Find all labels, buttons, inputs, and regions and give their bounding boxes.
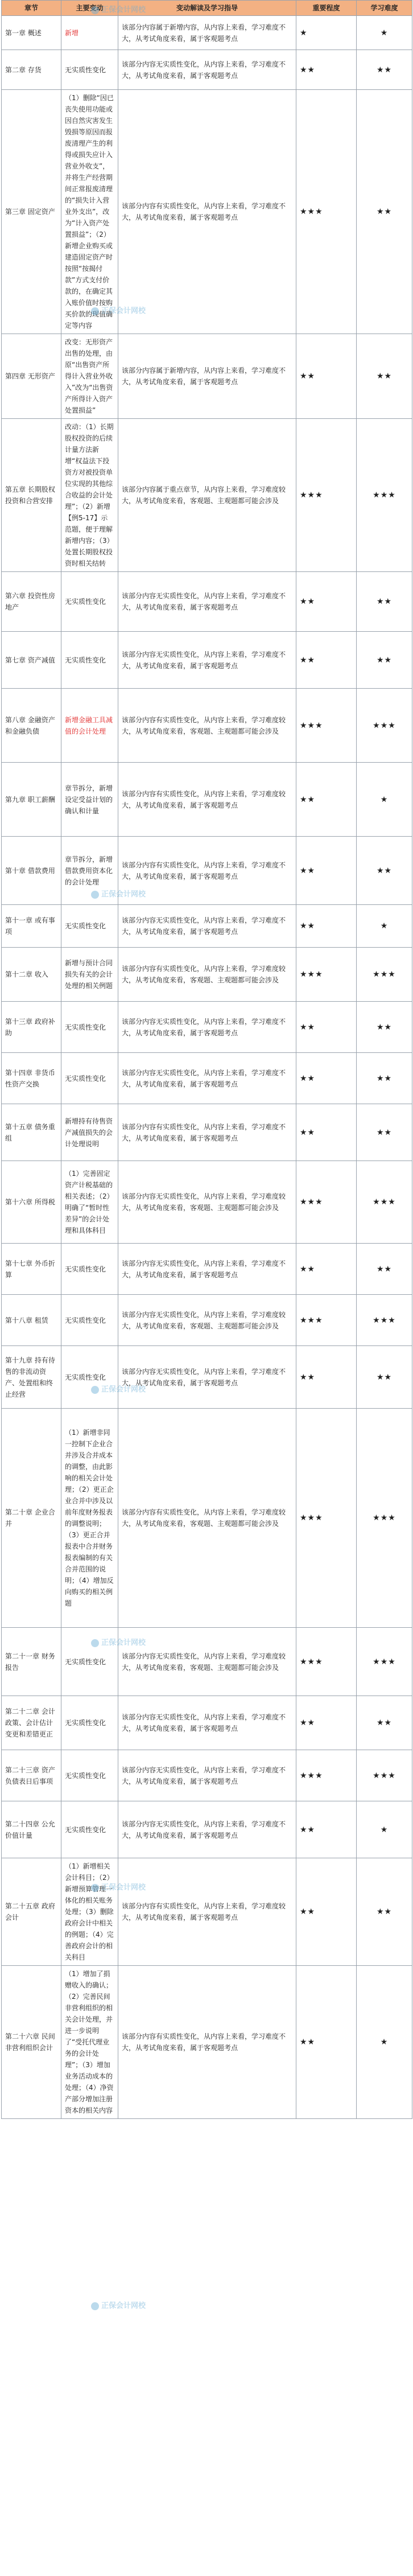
table-row bbox=[2, 572, 412, 632]
chapter-cell: 第五章 长期股权投资和合营安排 bbox=[2, 419, 61, 572]
guidance-cell: 该部分内容有实质性变化，从内容上来看，学习难度不大，从考试角度来看，属于客观题考点 bbox=[118, 1104, 296, 1161]
main-change-cell: 无实质性变化 bbox=[61, 1295, 118, 1346]
importance-cell: ★★★ bbox=[296, 1295, 357, 1346]
difficulty-cell: ★★ bbox=[357, 1858, 412, 1966]
importance-cell: ★★★ bbox=[296, 1628, 357, 1696]
difficulty-cell: ★★ bbox=[357, 1244, 412, 1295]
table-row bbox=[2, 837, 412, 905]
guidance-cell: 该部分内容无实质性变化，从内容上来看，学习难度不大，从考试角度来看，属于客观题考点 bbox=[118, 50, 296, 90]
chapter-cell: 第二章 存货 bbox=[2, 50, 61, 90]
chapter-cell: 第十九章 持有待售的非流动资产、处置组和终止经营 bbox=[2, 1346, 61, 1409]
table-row bbox=[2, 689, 412, 763]
chapter-cell: 第十八章 租赁 bbox=[2, 1295, 61, 1346]
chapter-cell: 第二十二章 会计政策、会计估计变更和差错更正 bbox=[2, 1696, 61, 1750]
importance-cell: ★★ bbox=[296, 50, 357, 90]
difficulty-cell: ★★ bbox=[357, 1104, 412, 1161]
guidance-cell: 该部分内容无实质性变化，从内容上来看，学习难度较大，从考试角度来看，客观题、主观题都可能会涉及 bbox=[118, 1295, 296, 1346]
difficulty-cell: ★★ bbox=[357, 334, 412, 419]
difficulty-cell: ★★ bbox=[357, 1002, 412, 1053]
guidance-cell: 该部分内容无实质性变化，从内容上来看，学习难度不大，从考试角度来看，属于客观题考点 bbox=[118, 1053, 296, 1104]
watermark: 正保会计网校 bbox=[91, 888, 146, 899]
importance-cell: ★★★ bbox=[296, 1750, 357, 1801]
difficulty-cell: ★ bbox=[357, 16, 412, 50]
chapter-cell: 第十五章 债务重组 bbox=[2, 1104, 61, 1161]
importance-cell: ★★★ bbox=[296, 1409, 357, 1628]
chapter-cell: 第二十五章 政府会计 bbox=[2, 1858, 61, 1966]
chapter-cell: 第二十一章 财务报告 bbox=[2, 1628, 61, 1696]
importance-cell: ★★ bbox=[296, 1346, 357, 1409]
guidance-cell: 该部分内容有实质性变化，从内容上来看，学习难度较大，从考试角度来看，客观题、主观题都可能会涉及 bbox=[118, 689, 296, 763]
chapter-cell: 第九章 职工薪酬 bbox=[2, 763, 61, 837]
importance-cell: ★★★ bbox=[296, 948, 357, 1002]
difficulty-cell: ★★★ bbox=[357, 1628, 412, 1696]
main-change-cell: （1）删除“因已丧失使用功能或因自然灾害发生毁损等原因而报废清理产生的利得或损失应计入营业外收支”，并将生产经营期间正常报废清理的“损失计入营业外支出”，改为“计入资产处置损益”；（2）新增企业购买或建造固定资产时按照“按揭付款”方式支付价款的，在确定其入账价值时按购买价款的现值确定等内容 bbox=[61, 90, 118, 334]
header-importance: 重要程度 bbox=[296, 1, 357, 16]
difficulty-cell: ★★★ bbox=[357, 1409, 412, 1628]
main-change-cell: 无实质性变化 bbox=[61, 1346, 118, 1409]
difficulty-cell: ★ bbox=[357, 763, 412, 837]
difficulty-cell: ★★★ bbox=[357, 689, 412, 763]
importance-cell: ★★ bbox=[296, 1801, 357, 1858]
table-body bbox=[2, 16, 412, 2119]
watermark: 正保会计网校 bbox=[91, 1383, 146, 1394]
watermark: 正保会计网校 bbox=[91, 1881, 146, 1892]
difficulty-cell: ★ bbox=[357, 905, 412, 948]
chapter-change-table bbox=[1, 0, 412, 2119]
table-row bbox=[2, 1628, 412, 1696]
watermark-logo-icon bbox=[91, 2302, 99, 2310]
watermark: 正保会计网校 bbox=[91, 1636, 146, 1647]
chapter-cell: 第二十四章 公允价值计量 bbox=[2, 1801, 61, 1858]
importance-cell: ★★ bbox=[296, 1966, 357, 2119]
difficulty-cell: ★★★ bbox=[357, 419, 412, 572]
importance-cell: ★★ bbox=[296, 1104, 357, 1161]
table-row bbox=[2, 1750, 412, 1801]
header-difficulty: 学习难度 bbox=[357, 1, 412, 16]
importance-cell: ★★ bbox=[296, 1696, 357, 1750]
table-row bbox=[2, 334, 412, 419]
guidance-cell: 该部分内容无实质性变化，从内容上来看，学习难度不大，从考试角度来看，属于客观题考点 bbox=[118, 1801, 296, 1858]
table-row bbox=[2, 16, 412, 50]
chapter-cell: 第二十三章 资产负债表日后事项 bbox=[2, 1750, 61, 1801]
table-row bbox=[2, 1295, 412, 1346]
guidance-cell: 该部分内容有实质性变化，从内容上来看，学习难度较大，从考试角度来看，属于客观题考点 bbox=[118, 763, 296, 837]
main-change-cell: 无实质性变化 bbox=[61, 50, 118, 90]
guidance-cell: 该部分内容有实质性变化，从内容上来看，学习难度不大，从考试角度来看，属于客观题考点 bbox=[118, 837, 296, 905]
header-guidance: 变动解读及学习指导 bbox=[118, 1, 296, 16]
guidance-cell: 该部分内容无实质性变化，从内容上来看，学习难度不大，从考试角度来看，属于客观题考点 bbox=[118, 1696, 296, 1750]
chapter-cell: 第十二章 收入 bbox=[2, 948, 61, 1002]
table-row bbox=[2, 948, 412, 1002]
chapter-cell: 第二十章 企业合并 bbox=[2, 1409, 61, 1628]
table-row bbox=[2, 1161, 412, 1244]
main-change-cell: 无实质性变化 bbox=[61, 632, 118, 689]
guidance-cell: 该部分内容无实质性变化，从内容上来看，学习难度不大，从考试角度来看，属于客观题考点 bbox=[118, 1750, 296, 1801]
main-change-cell: 新增与预计合同损失有关的会计处理的相关例题 bbox=[61, 948, 118, 1002]
table-row bbox=[2, 90, 412, 334]
difficulty-cell: ★★ bbox=[357, 50, 412, 90]
main-change-cell: （1）新增相关会计科目；（2）新增预算管理一体化的相关账务处理；（3）删除政府会计中相关的例题；（4）完善政府会计的相关科目 bbox=[61, 1858, 118, 1966]
difficulty-cell: ★★ bbox=[357, 1053, 412, 1104]
chapter-cell: 第三章 固定资产 bbox=[2, 90, 61, 334]
guidance-cell: 该部分内容有实质性变化，从内容上来看，学习难度较大，从考试角度来看，客观题、主观题都可能会涉及 bbox=[118, 1409, 296, 1628]
importance-cell: ★ bbox=[296, 16, 357, 50]
difficulty-cell: ★★★ bbox=[357, 948, 412, 1002]
main-change-cell: 无实质性变化 bbox=[61, 1696, 118, 1750]
chapter-cell: 第十四章 非货币性资产交换 bbox=[2, 1053, 61, 1104]
main-change-cell: 无实质性变化 bbox=[61, 1244, 118, 1295]
main-change-cell: 无实质性变化 bbox=[61, 1053, 118, 1104]
main-change-cell: 章节拆分，新增设定受益计划的确认和计量 bbox=[61, 763, 118, 837]
table-row bbox=[2, 1858, 412, 1966]
table-row bbox=[2, 763, 412, 837]
importance-cell: ★★★ bbox=[296, 90, 357, 334]
table-row bbox=[2, 632, 412, 689]
guidance-cell: 该部分内容有实质性变化，从内容上来看，学习难度不大，从考试角度来看，属于客观题考点 bbox=[118, 90, 296, 334]
chapter-cell: 第二十六章 民间非营利组织会计 bbox=[2, 1966, 61, 2119]
importance-cell: ★★ bbox=[296, 334, 357, 419]
main-change-cell: 新增 bbox=[61, 16, 118, 50]
main-change-cell: 无实质性变化 bbox=[61, 1750, 118, 1801]
importance-cell: ★★ bbox=[296, 763, 357, 837]
importance-cell: ★★ bbox=[296, 572, 357, 632]
table-row bbox=[2, 1346, 412, 1409]
table-row bbox=[2, 1104, 412, 1161]
main-change-cell: 无实质性变化 bbox=[61, 1628, 118, 1696]
chapter-cell: 第十一章 或有事项 bbox=[2, 905, 61, 948]
table-row bbox=[2, 1409, 412, 1628]
chapter-cell: 第十章 借款费用 bbox=[2, 837, 61, 905]
guidance-cell: 该部分内容无实质性变化，从内容上来看，学习难度不大，从考试角度来看，属于客观题考点 bbox=[118, 905, 296, 948]
chapter-cell: 第六章 投资性房地产 bbox=[2, 572, 61, 632]
difficulty-cell: ★★ bbox=[357, 632, 412, 689]
chapter-cell: 第八章 金融资产和金融负债 bbox=[2, 689, 61, 763]
chapter-cell: 第四章 无形资产 bbox=[2, 334, 61, 419]
importance-cell: ★★ bbox=[296, 1002, 357, 1053]
table-row bbox=[2, 1966, 412, 2119]
guidance-cell: 该部分内容属于新增内容，从内容上来看，学习难度不大，从考试角度来看，属于客观题考点 bbox=[118, 334, 296, 419]
importance-cell: ★★★ bbox=[296, 419, 357, 572]
chapter-cell: 第十七章 外币折算 bbox=[2, 1244, 61, 1295]
main-change-cell: 改动：（1）长期股权投资的后续计量方法新增“权益法下投资方对被投资单位实现的其他综合收益的会计处理”；（2）新增【例5-17】示范题，便于理解新增内容；（3）处置长期股权投资时相关结转 bbox=[61, 419, 118, 572]
importance-cell: ★★ bbox=[296, 1858, 357, 1966]
table-row bbox=[2, 1002, 412, 1053]
guidance-cell: 该部分内容属于新增内容，从内容上来看，学习难度不大，从考试角度来看，属于客观题考点 bbox=[118, 16, 296, 50]
guidance-cell: 该部分内容无实质性变化，从内容上来看，学习难度较大，从考试角度来看，客观题、主观题都可能会涉及 bbox=[118, 1628, 296, 1696]
chapter-cell: 第十三章 政府补助 bbox=[2, 1002, 61, 1053]
difficulty-cell: ★ bbox=[357, 1801, 412, 1858]
difficulty-cell: ★★ bbox=[357, 1346, 412, 1409]
importance-cell: ★★ bbox=[296, 837, 357, 905]
table-row bbox=[2, 905, 412, 948]
table-header-row bbox=[2, 1, 412, 16]
importance-cell: ★★ bbox=[296, 632, 357, 689]
table-row bbox=[2, 1053, 412, 1104]
chapter-cell: 第十六章 所得税 bbox=[2, 1161, 61, 1244]
header-chapter: 章节 bbox=[2, 1, 61, 16]
guidance-cell: 该部分内容无实质性变化，从内容上来看，学习难度不大，从考试角度来看，属于客观题考点 bbox=[118, 572, 296, 632]
difficulty-cell: ★★ bbox=[357, 1696, 412, 1750]
guidance-cell: 该部分内容无实质性变化，从内容上来看，学习难度不大，从考试角度来看，属于客观题考点 bbox=[118, 1002, 296, 1053]
importance-cell: ★★★ bbox=[296, 689, 357, 763]
main-change-cell: 无实质性变化 bbox=[61, 905, 118, 948]
table-row bbox=[2, 50, 412, 90]
guidance-cell: 该部分内容有实质性变化，从内容上来看，学习难度较大，从考试角度来看，属于客观题考点 bbox=[118, 1858, 296, 1966]
difficulty-cell: ★★ bbox=[357, 572, 412, 632]
difficulty-cell: ★★★ bbox=[357, 1295, 412, 1346]
main-change-cell: 改变：无形资产出售的处理，由原“出售资产所得计入营业外收入”改为“出售资产所得计入资产处置损益” bbox=[61, 334, 118, 419]
importance-cell: ★★ bbox=[296, 905, 357, 948]
header-main-change: 主要变动 bbox=[61, 1, 118, 16]
main-change-cell: （1）新增非同一控制下企业合并涉及合并成本的调整，由此影响的相关会计处理；（2）更正企业合并中涉及以前年度财务报表的调整说明；（3）更正合并报表中合并财务报表编制的有关合并范围的说明；（4）增加反向购买的相关例题 bbox=[61, 1409, 118, 1628]
main-change-cell: （1）增加了捐赠收入的确认；（2）完善民间非营利组织的相关会计处理，并进一步说明了“受托代理业务的会计处理”；（3）增加业务活动成本的处理；（4）净资产部分增加注册资本的相关内容 bbox=[61, 1966, 118, 2119]
guidance-cell: 该部分内容无实质性变化，从内容上来看，学习难度不大，从考试角度来看，属于客观题考点 bbox=[118, 632, 296, 689]
main-change-cell: 新增持有待售资产减值损失的会计处理说明 bbox=[61, 1104, 118, 1161]
main-change-cell: 无实质性变化 bbox=[61, 1002, 118, 1053]
chapter-cell: 第七章 资产减值 bbox=[2, 632, 61, 689]
guidance-cell: 该部分内容无实质性变化，从内容上来看，学习难度不大，从考试角度来看，属于客观题考点 bbox=[118, 1346, 296, 1409]
watermark: 正保会计网校 bbox=[91, 3, 146, 14]
main-change-cell: 新增金融工具减值的会计处理 bbox=[61, 689, 118, 763]
watermark: 正保会计网校 bbox=[91, 304, 146, 315]
main-change-cell: 无实质性变化 bbox=[61, 572, 118, 632]
table-row bbox=[2, 1244, 412, 1295]
guidance-cell: 该部分内容属于重点章节，从内容上来看，学习难度较大，从考试角度来看，客观题、主观题都可能会涉及 bbox=[118, 419, 296, 572]
main-change-cell: 无实质性变化 bbox=[61, 1801, 118, 1858]
importance-cell: ★★ bbox=[296, 1244, 357, 1295]
guidance-cell: 该部分内容无实质性变化，从内容上来看，学习难度较大，从考试角度来看，客观题、主观题都可能会涉及 bbox=[118, 1161, 296, 1244]
difficulty-cell: ★ bbox=[357, 1966, 412, 2119]
difficulty-cell: ★★★ bbox=[357, 1161, 412, 1244]
table-row bbox=[2, 419, 412, 572]
difficulty-cell: ★★ bbox=[357, 837, 412, 905]
guidance-cell: 该部分内容有实质性变化，从内容上来看，学习难度较大，从考试角度来看，客观题、主观题都可能会涉及 bbox=[118, 948, 296, 1002]
difficulty-cell: ★★★ bbox=[357, 1750, 412, 1801]
main-change-cell: （1）完善固定资产计税基础的相关表述；（2）明确了“暂时性差异”的会计处理和具体科目 bbox=[61, 1161, 118, 1244]
main-change-cell: 章节拆分，新增借款费用资本化的会计处理 bbox=[61, 837, 118, 905]
importance-cell: ★★ bbox=[296, 1053, 357, 1104]
difficulty-cell: ★★ bbox=[357, 90, 412, 334]
importance-cell: ★★★ bbox=[296, 1161, 357, 1244]
guidance-cell: 该部分内容有实质性变化，从内容上来看，学习难度不大，从考试角度来看，属于客观题考点 bbox=[118, 1966, 296, 2119]
watermark: 正保会计网校 bbox=[91, 2299, 146, 2310]
table-row bbox=[2, 1801, 412, 1858]
chapter-cell: 第一章 概述 bbox=[2, 16, 61, 50]
table-row bbox=[2, 1696, 412, 1750]
guidance-cell: 该部分内容无实质性变化，从内容上来看，学习难度不大，从考试角度来看，属于客观题考点 bbox=[118, 1244, 296, 1295]
